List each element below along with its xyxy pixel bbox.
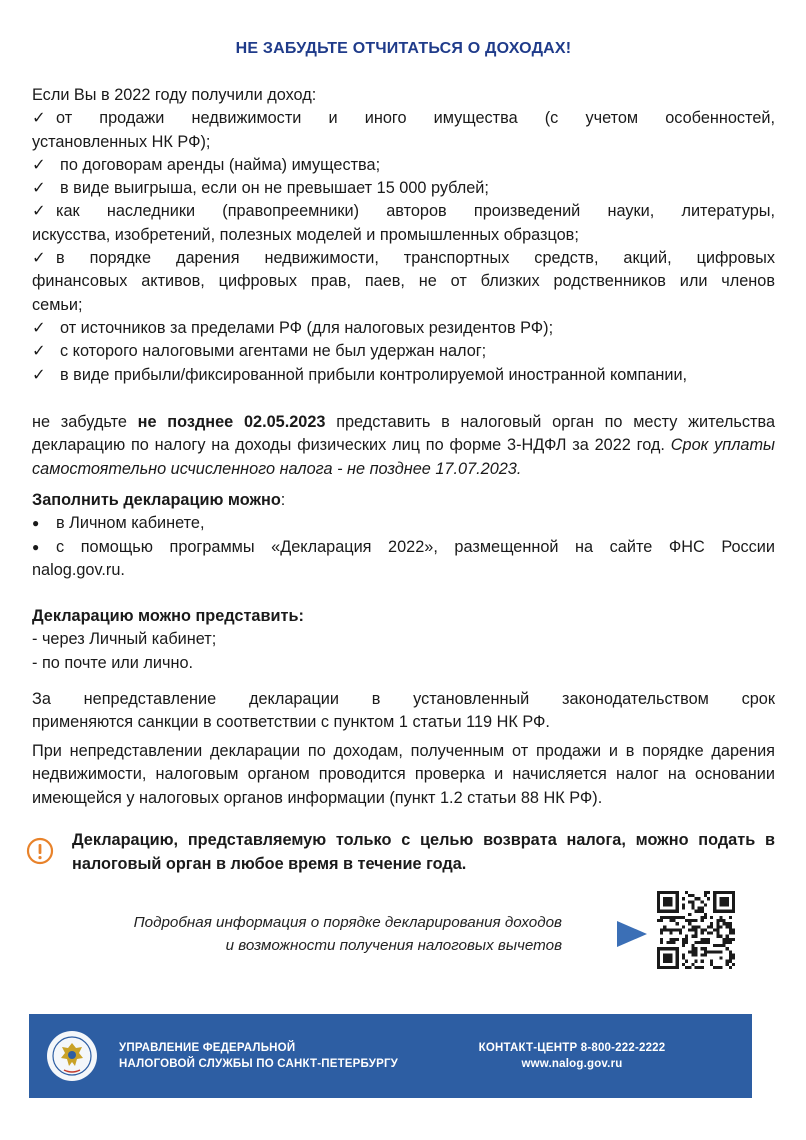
fill-heading: Заполнить декларацию можно (32, 491, 281, 509)
income-item: ✓ в порядке дарения недвижимости, транспортных средств, акций, цифровых (32, 247, 775, 270)
list-item: ● с помощью программы «Декларация 2022», размещенной на сайте ФНС России (32, 536, 775, 559)
checkmark-icon: ✓ (32, 155, 46, 174)
notice-text: Декларацию, представляемую только с целью возврата налога, можно подать в налоговый орган в любое время в течение года. (72, 831, 775, 873)
more-info-text: Подробная информация о порядке декларирования доходов и возможности получения налоговых вычетов (133, 914, 562, 954)
fns-emblem-icon (46, 1030, 98, 1082)
org-name: УПРАВЛЕНИЕ ФЕДЕРАЛЬНОЙ НАЛОГОВОЙ СЛУЖБЫ ПО САНКТ-ПЕТЕРБУРГУ (119, 1042, 399, 1070)
deadline-paragraph: не забудьте не позднее 02.05.2023 представить в налоговый орган по месту жительства декларацию по налогу на доходы физических лиц по форме 3-НДФЛ за 2022 год. Срок уплаты самостоятельно исчисленного налога - не позднее 17.07.2023. (32, 413, 776, 478)
refund-notice (32, 828, 775, 876)
qr-code-icon[interactable] (657, 890, 735, 970)
inspection-paragraph: При непредставлении декларации по доходам, полученным от продажи и в порядке дарения недвижимости, налоговым органом проводится проверка и начисляется налог на основании имеющейся у налоговых органов информации (пункт 1.2 статьи 88 НК РФ). (32, 742, 775, 807)
fill-section: Заполнить декларацию можно: ● в Личном кабинете, ● с помощью программы «Декларация 2022», размещенной на сайте ФНС России nalog.gov.ru. (32, 489, 775, 582)
checkmark-icon: ✓ (32, 249, 46, 268)
list-item-cont: nalog.gov.ru. (32, 560, 125, 579)
contact-center-phone[interactable]: КОНТАКТ-ЦЕНТР 8-800-222-2222 (478, 1042, 666, 1054)
website-link[interactable]: www.nalog.gov.ru (521, 1058, 623, 1070)
list-item: ● в Личном кабинете, (32, 512, 775, 535)
income-item: ✓ в виде прибыли/фиксированной прибыли контролируемой иностранной компании, (32, 364, 775, 387)
submit-section (32, 605, 775, 675)
contact-info (477, 1040, 667, 1072)
checkmark-icon: ✓ (32, 202, 46, 221)
list-item: - по почте или лично. (32, 653, 194, 672)
payment-deadline: Срок уплаты самостоятельно исчисленного налога - не позднее 17.07.2023. (32, 436, 775, 478)
income-item: ✓ с которого налоговыми агентами не был удержан налог; (32, 340, 775, 363)
income-item: ✓ в виде выигрыша, если он не превышает 15 000 рублей; (32, 177, 775, 200)
sanctions-paragraph: За непредставление декларации в установленный законодательством срок применяются санкции в соответствии с пунктом 1 статьи 119 НК РФ. (32, 690, 775, 732)
exclamation-circle-icon (26, 837, 54, 865)
intro-text: Если Вы в 2022 году получили доход: (32, 86, 317, 104)
checkmark-icon: ✓ (32, 109, 46, 128)
submit-heading: Декларацию можно представить: (32, 607, 304, 625)
income-section (32, 84, 775, 387)
footer-banner (29, 1014, 752, 1098)
bullet-icon: ● (32, 516, 40, 531)
income-item: ✓ по договорам аренды (найма) имущества; (32, 154, 775, 177)
checkmark-icon: ✓ (32, 318, 46, 337)
checkmark-icon: ✓ (32, 342, 46, 361)
income-item: ✓ от источников за пределами РФ (для налоговых резидентов РФ); (32, 317, 775, 340)
income-item: ✓ от продажи недвижимости и иного имущества (с учетом особенностей, (32, 107, 775, 130)
income-item-cont: семьи; (32, 295, 83, 314)
checkmark-icon: ✓ (32, 365, 46, 384)
income-item-cont: установленных НК РФ); (32, 132, 211, 151)
deadline-date: не позднее 02.05.2023 (137, 413, 326, 431)
page-title: НЕ ЗАБУДЬТЕ ОТЧИТАТЬСЯ О ДОХОДАХ! (235, 40, 572, 57)
checkmark-icon: ✓ (32, 179, 46, 198)
income-item-cont: искусства, изобретений, полезных моделей и промышленных образцов; (32, 225, 579, 244)
bullet-icon: ● (32, 539, 40, 554)
income-item-cont: финансовых активов, цифровых прав, паев, не от близких родственников или членов (32, 272, 775, 291)
triangle-arrow-right-icon (615, 919, 649, 949)
list-item: - через Личный кабинет; (32, 630, 217, 649)
income-item: ✓ как наследники (правопреемники) авторов произведений науки, литературы, (32, 200, 775, 223)
